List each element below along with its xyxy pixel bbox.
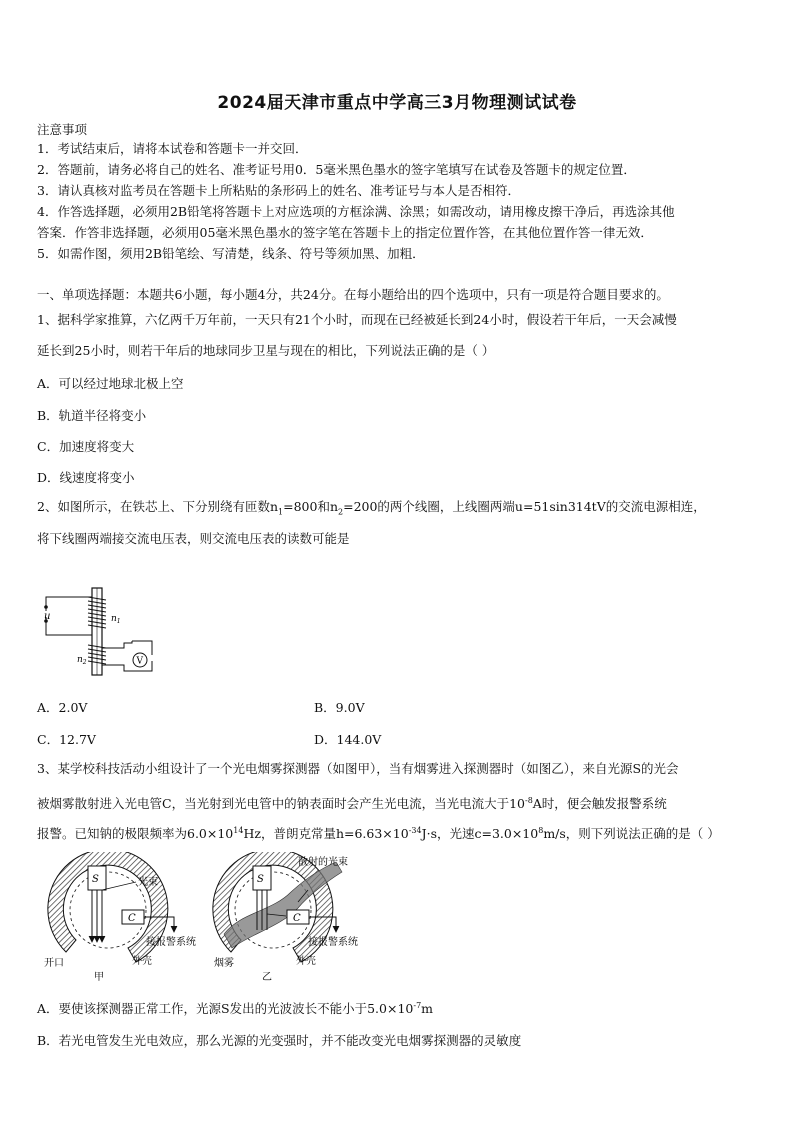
- q2-option-b[interactable]: B．9.0V: [314, 700, 365, 715]
- q3-option-a[interactable]: A．要使该探测器正常工作，光源S发出的光波波长不能小于$5.0\times 10^{-7}m$: [37, 1000, 434, 1016]
- n1-label: $n_1$: [111, 614, 121, 625]
- voltmeter-label: V: [136, 656, 143, 667]
- q1-option-b[interactable]: B．轨道半径将变小: [37, 408, 147, 423]
- q2-stem-line2: 将下线圈两端接交流电压表，则交流电压表的读数可能是: [37, 531, 350, 546]
- q3-stem-line3: 报警。已知钠的极限频率为$6.0\times 10^{14}Hz$，普朗克常量$h=6.63\times 10^{-34}J\cdot s$，光速$c=3.0\times 10^8m/s$，则下列说法正确的是（ ）: [37, 826, 720, 842]
- q2-option-d[interactable]: D．144.0V: [314, 732, 382, 747]
- s-label: S: [92, 874, 99, 885]
- notice-heading: 注意事项: [37, 122, 88, 137]
- yi-label: 乙: [262, 972, 272, 983]
- section-heading: 一、单项选择题：本题共6小题，每小题4分，共24分。在每小题给出的四个选项中，只有一项是符合题目要求的。: [37, 287, 669, 302]
- c-label: C: [293, 913, 301, 924]
- notice-item: 2．答题前，请务必将自己的姓名、准考证号用0．5毫米黑色墨水的签字笔填写在试卷及答题卡的规定位置．: [37, 162, 636, 177]
- q1-stem-line1: 1、据科学家推算，六亿两千万年前，一天只有21个小时，而现在已经被延长到24小时，假设若干年后，一天会减慢: [37, 312, 677, 327]
- shell-label: 外壳: [296, 956, 316, 967]
- q2-option-a[interactable]: A．2.0V: [37, 700, 88, 715]
- figure-jia: [44, 852, 196, 983]
- notice-item: 3．请认真核对监考员在答题卡上所粘贴的条形码上的姓名、准考证号与本人是否相符．: [37, 183, 520, 198]
- alarm-label: 接报警系统: [308, 937, 358, 948]
- shell-label: 外壳: [132, 956, 152, 967]
- jia-label: 甲: [94, 972, 104, 983]
- q1-option-a[interactable]: A．可以经过地球北极上空: [37, 376, 184, 391]
- n2-label: $n_2$: [77, 655, 87, 666]
- opening-label: 开口: [44, 958, 64, 969]
- page-title: 2024届天津市重点中学高三3月物理测试试卷: [217, 93, 577, 113]
- beam-label: 光束: [138, 877, 158, 888]
- notice-item: 答案．作答非选择题，必须用05毫米黑色墨水的签字笔在答题卡上的指定位置作答，在其他位置作答一律无效．: [37, 225, 653, 240]
- notice-item: 1．考试结束后，请将本试卷和答题卡一并交回．: [37, 141, 308, 156]
- q1-option-d[interactable]: D．线速度将变小: [37, 470, 135, 485]
- smoke-detector-figure: [36, 852, 376, 987]
- q2-option-c[interactable]: C．12.7V: [37, 732, 96, 747]
- figure-yi: [213, 852, 358, 983]
- s-label: S: [257, 874, 264, 885]
- q1-option-c[interactable]: C．加速度将变大: [37, 439, 135, 454]
- scatter-label: 散射的光束: [298, 857, 348, 868]
- q2-stem-line1: 2、如图所示，在铁芯上、下分别绕有匝数$n_1=800$和$n_2=200$的两个线圈，上线圈两端u=51sin314tV的交流电源相连，: [37, 499, 706, 517]
- alarm-label: 接报警系统: [146, 937, 196, 948]
- transformer-figure: [36, 583, 166, 683]
- notice-item: 4．作答选择题，必须用2B铅笔将答题卡上对应选项的方框涂满、涂黑；如需改动，请用橡皮擦干净后，再选涂其他: [37, 204, 675, 219]
- q3-option-b[interactable]: B．若光电管发生光电效应，那么光源的光变强时，并不能改变光电烟雾探测器的灵敏度: [37, 1033, 522, 1048]
- notice-item: 5．如需作图，须用2B铅笔绘、写清楚，线条、符号等须加黑、加粗．: [37, 246, 425, 261]
- q3-stem-line1: 3、某学校科技活动小组设计了一个光电烟雾探测器（如图甲），当有烟雾进入探测器时（如图乙），来自光源S的光会: [37, 761, 679, 776]
- q1-stem-line2: 延长到25小时，则若干年后的地球同步卫星与现在的相比，下列说法正确的是（ ）: [37, 343, 495, 358]
- c-label: C: [128, 913, 136, 924]
- smoke-label: 烟雾: [214, 958, 234, 969]
- source-u-label: u: [44, 611, 51, 622]
- q3-stem-line2: 被烟雾散射进入光电管C，当光射到光电管中的钠表面时会产生光电流，当光电流大于$10^{-8}A$时，便会触发报警系统: [37, 796, 667, 812]
